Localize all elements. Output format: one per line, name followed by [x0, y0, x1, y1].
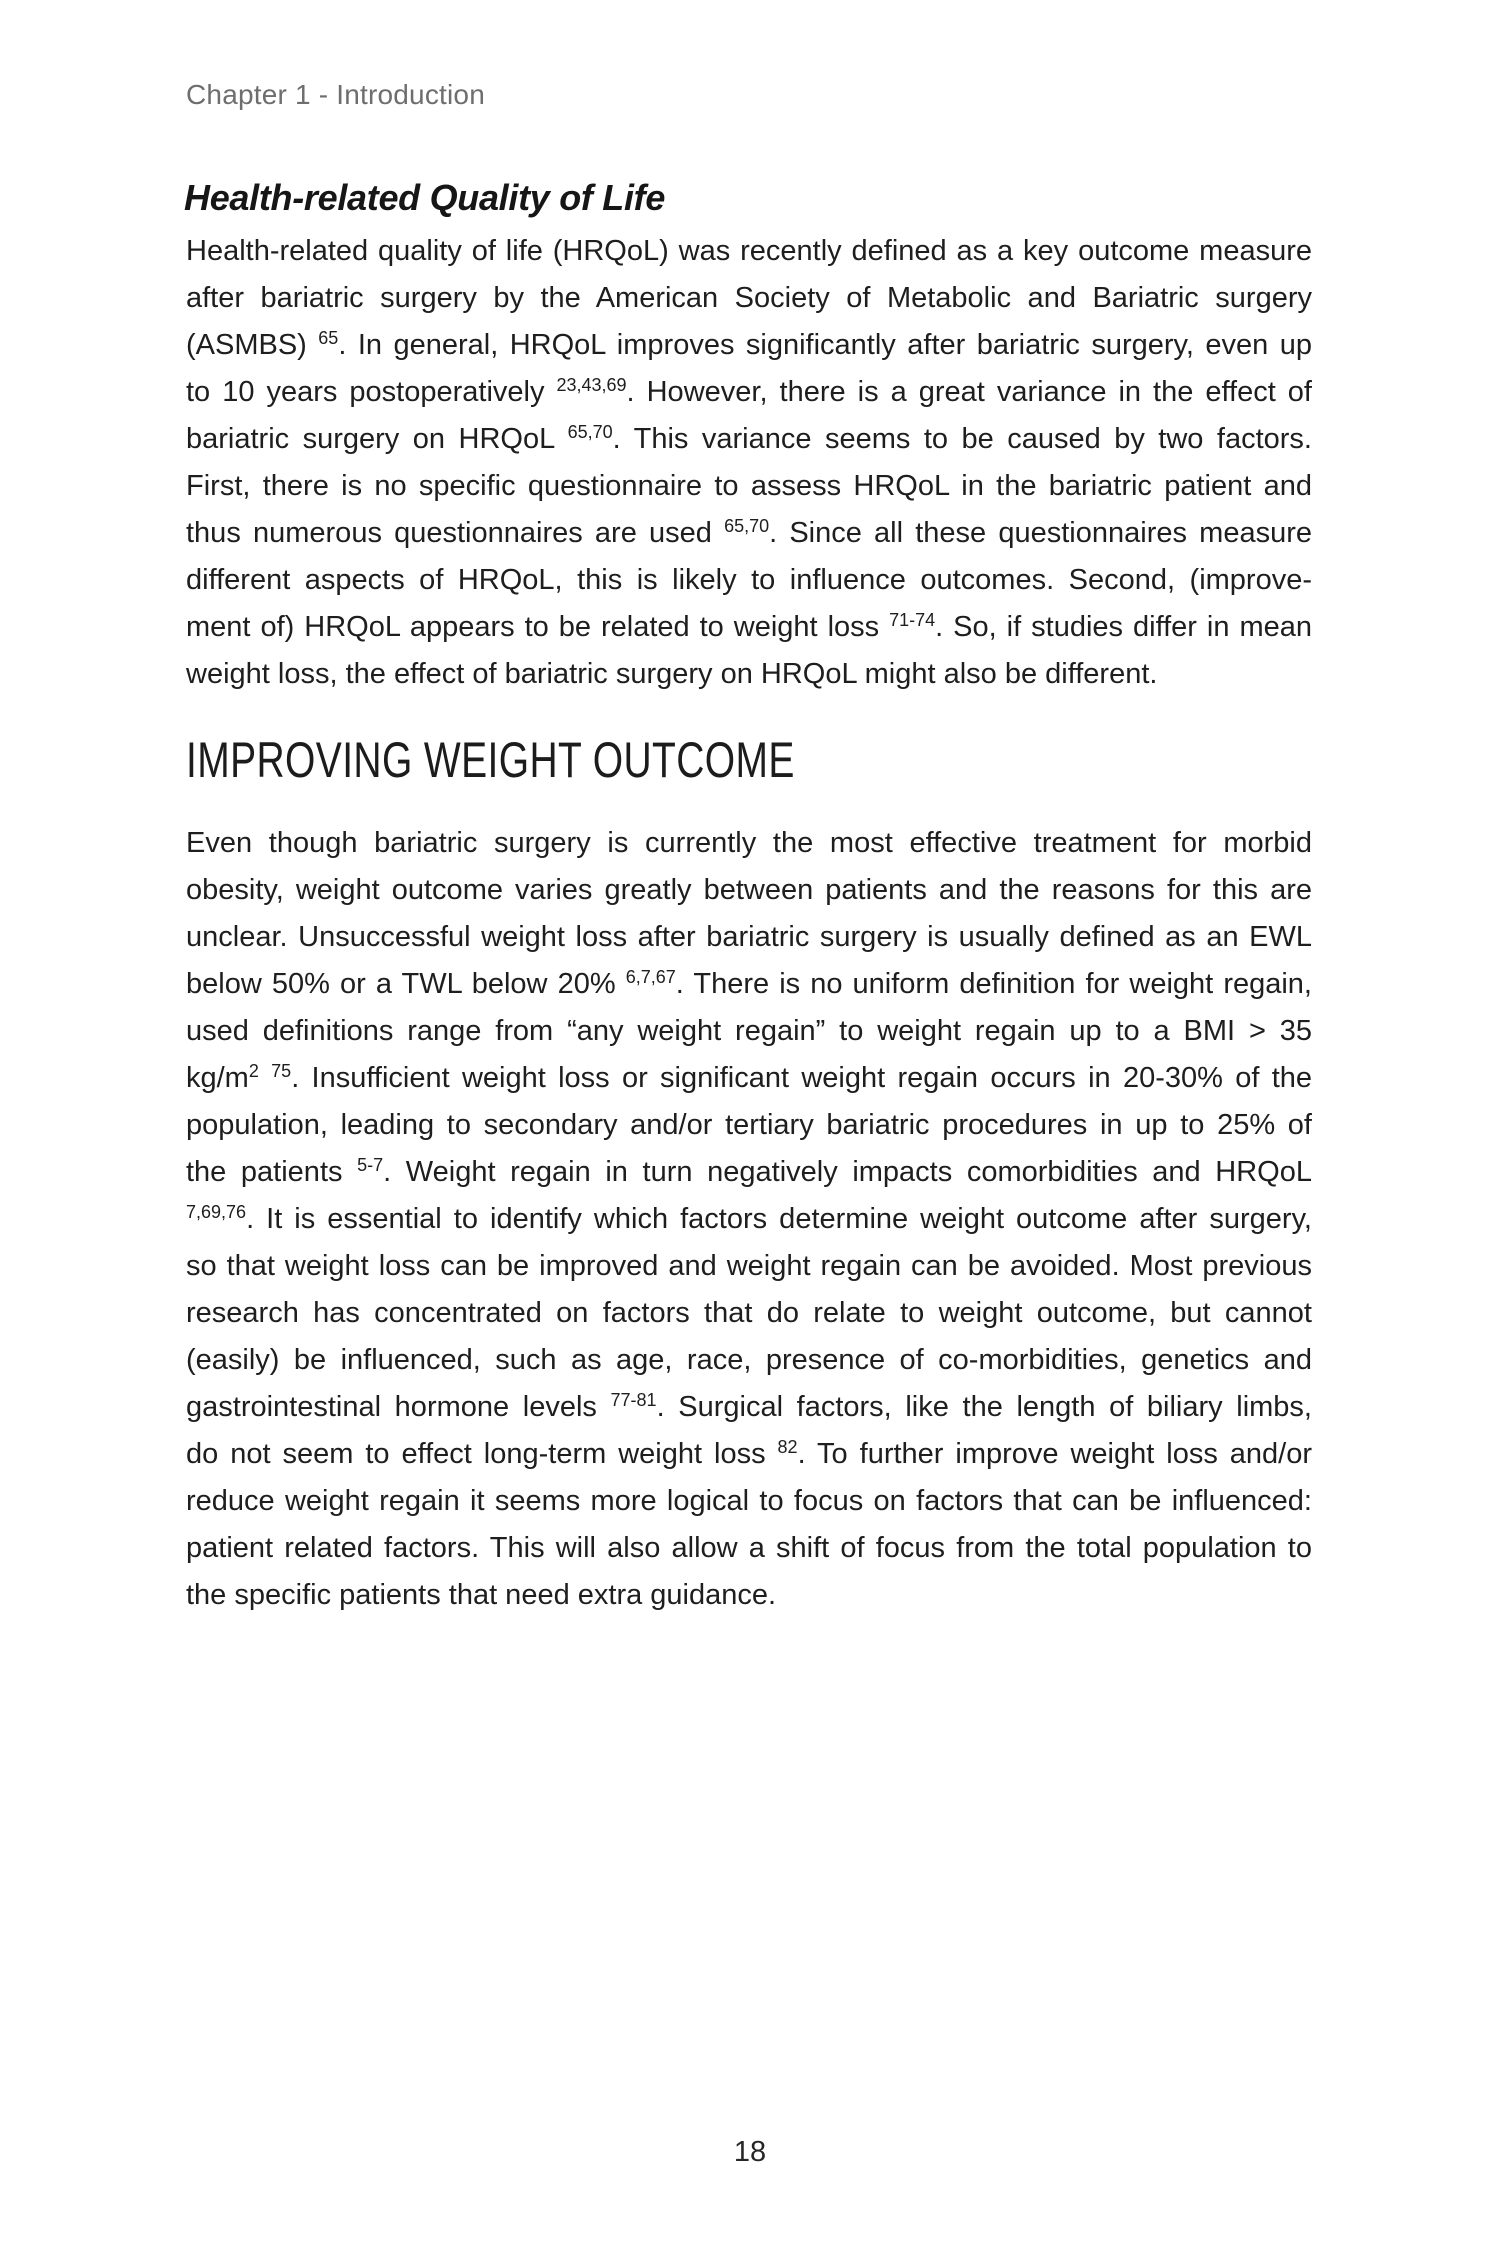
- text-line: Even though bariatric surgery is currently the most effective treatment for morbid: [186, 827, 1312, 859]
- reference-superscript: 71-74: [889, 610, 936, 630]
- text-line: gastrointestinal hormone levels $^{77-81}$. Surgical factors, like the length of biliary limbs,: [186, 1390, 1312, 1423]
- text-line: (easily) be influenced, such as age, race, presence of co-morbidities, genetics and: [186, 1344, 1312, 1376]
- reference-superscript: 23,43,69: [556, 375, 627, 395]
- paragraph-hrqol: [186, 228, 1312, 698]
- text-line: population, leading to secondary and/or tertiary bariatric procedures in up to 25% of: [186, 1109, 1312, 1141]
- reference-superscript: 5-7: [357, 1155, 384, 1175]
- reference-superscript: 65: [318, 328, 339, 348]
- text-line: $kg/m^2$ $^{75}$. Insufficient weight loss or significant weight regain occurs in 20-30% of the: [186, 1061, 1313, 1094]
- text-line: different aspects of HRQoL, this is likely to influence outcomes. Second, (improve-: [186, 564, 1312, 596]
- text-line: Health-related quality of life (HRQoL) was recently defined as a key outcome measure: [186, 235, 1312, 267]
- text-line: ment of) HRQoL appears to be related to weight loss $^{71-74}$. So, if studies differ in mean: [186, 610, 1312, 643]
- text-line: research has concentrated on factors that do relate to weight outcome, but cannot: [186, 1297, 1312, 1329]
- text-line: so that weight loss can be improved and weight regain can be avoided. Most previous: [186, 1250, 1312, 1282]
- text-line: unclear. Unsuccessful weight loss after bariatric surgery is usually defined as an EWL: [186, 921, 1312, 953]
- reference-superscript: 65,70: [724, 516, 770, 536]
- text-line: the patients $^{5-7}$. Weight regain in turn negatively impacts comorbidities and HRQoL: [186, 1155, 1312, 1188]
- text-line: thus numerous questionnaires are used $^{65,70}$. Since all these questionnaires measure: [186, 516, 1312, 549]
- text-line: after bariatric surgery by the American Society of Metabolic and Bariatric surgery: [186, 282, 1312, 314]
- reference-superscript: 65,70: [567, 422, 613, 442]
- text-line: do not seem to effect long-term weight loss $^{82}$. To further improve weight loss and/or: [186, 1437, 1313, 1470]
- text-line: patient related factors. This will also allow a shift of focus from the total population to: [186, 1532, 1312, 1564]
- reference-superscript: 75: [271, 1061, 292, 1081]
- text-line: weight loss, the effect of bariatric surgery on HRQoL might also be different.: [186, 658, 1158, 690]
- text-line: used definitions range from “any weight regain” to weight regain up to a BMI > 35: [186, 1015, 1312, 1047]
- reference-superscript: 82: [777, 1437, 798, 1457]
- text-line: bariatric surgery on HRQoL $^{65,70}$. This variance seems to be caused by two factors.: [186, 422, 1312, 455]
- reference-superscript: 77-81: [610, 1390, 657, 1410]
- paragraph-improving-weight-outcome: [186, 820, 1312, 1619]
- text-line: below 50% or a TWL below 20% $^{6,7,67}$. There is no uniform definition for weight regain,: [186, 967, 1312, 1000]
- page-number: 18: [733, 2136, 767, 2168]
- subsection-title-hrqol: Health-related Quality of Life: [184, 177, 666, 218]
- reference-superscript: 7,69,76: [186, 1202, 247, 1222]
- text-line: to 10 years postoperatively $^{23,43,69}$. However, there is a great variance in the effect of: [186, 375, 1312, 408]
- reference-superscript: 2: [248, 1061, 259, 1081]
- text-line: the specific patients that need extra guidance.: [186, 1579, 777, 1611]
- text-line: (ASMBS) $^{65}$. In general, HRQoL improves significantly after bariatric surgery, even up: [186, 328, 1312, 361]
- text-line: First, there is no specific questionnaire to assess HRQoL in the bariatric patient and: [186, 470, 1312, 502]
- text-line: obesity, weight outcome varies greatly between patients and the reasons for this are: [186, 874, 1312, 906]
- reference-superscript: 6,7,67: [625, 967, 676, 987]
- chapter-header: Chapter 1 - Introduction: [186, 79, 485, 110]
- section-heading-text: IMPROVING WEIGHT OUTCOME: [186, 732, 795, 788]
- section-heading-improving-weight-outcome: [186, 734, 967, 786]
- text-line: $^{7,69,76}$. It is essential to identify which factors determine weight outcome after surgery,: [186, 1202, 1312, 1235]
- text-line: reduce weight regain it seems more logical to focus on factors that can be influenced:: [186, 1485, 1312, 1517]
